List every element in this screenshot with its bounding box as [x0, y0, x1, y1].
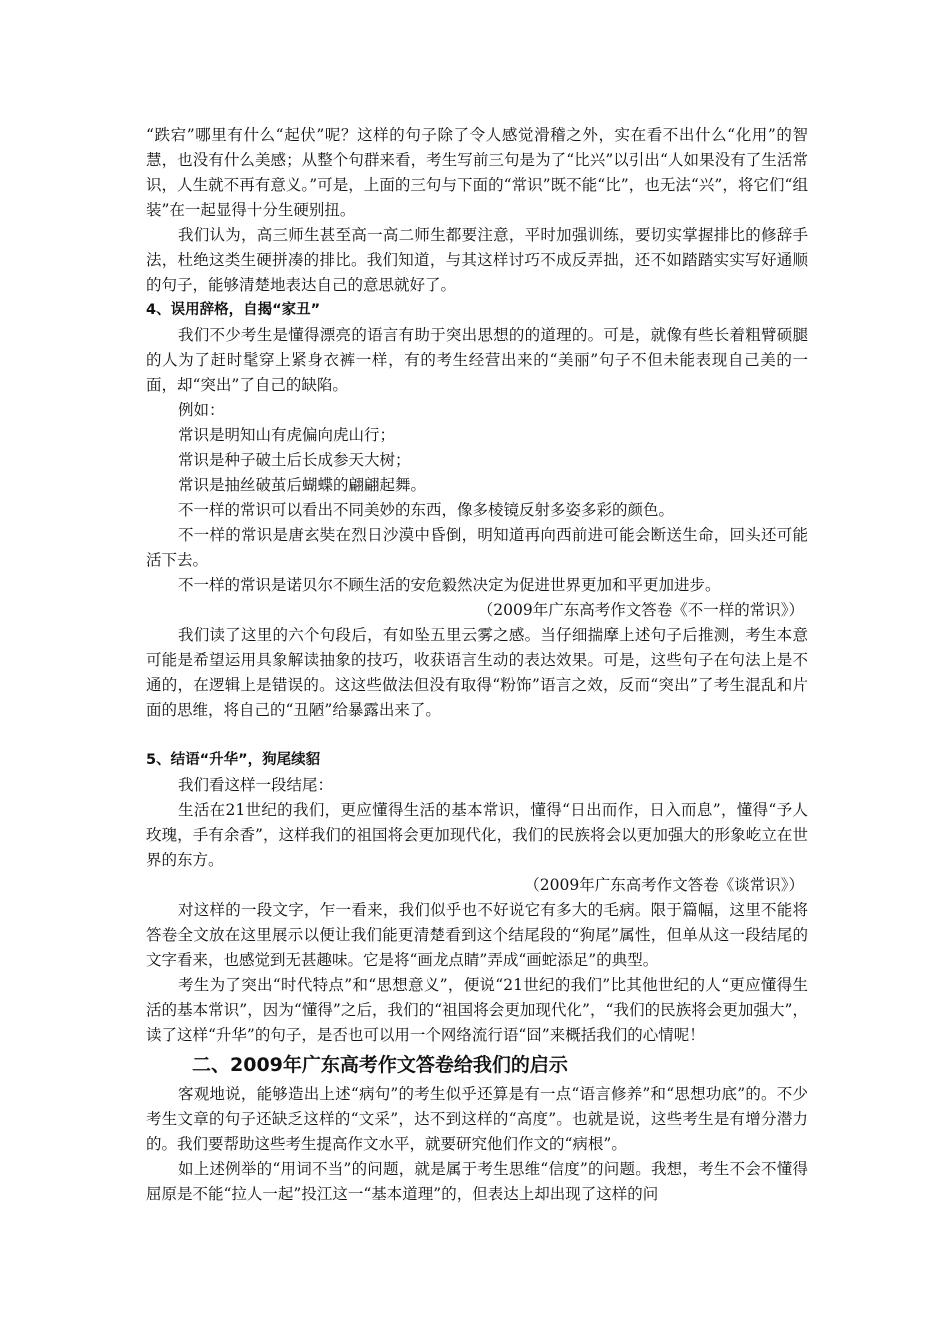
blank-line [146, 723, 808, 748]
example-line-5: 不一样的常识是唐玄奘在烈日沙漠中昏倒，明知道再向西前进可能会断送生命，回头还可能活下去。 [146, 526, 808, 569]
paragraph-10: 如上述例举的“用词不当”的问题，就是属于考生思维“信度”的问题。我想，考生不会不懂得屈原是不能“拉人一起”投江这一“基本道理”的，但表达上却出现了这样的问 [146, 1160, 808, 1203]
example-line-2: 常识是种子破土后长成参天大树； [178, 451, 411, 469]
paragraph-6: 生活在21世纪的我们，更应懂得生活的基本常识，懂得“日出而作，日入而息”，懂得“予人玫瑰，手有余香”，这样我们的祖国将会更加现代化，我们的民族将会以更加强大的形象屹立在世界的东方。 [146, 801, 808, 869]
example-line-6: 不一样的常识是诺贝尔不顾生活的安危毅然决定为促进世界更加和平更加进步。 [178, 576, 721, 594]
source-citation-2: （2009年广东高考作文答卷《谈常识》） [524, 876, 804, 894]
section-heading-4: 4、误用辞格，自揭“家丑” [146, 302, 321, 318]
document-page [146, 123, 808, 1207]
paragraph-3: 我们不少考生是懂得漂亮的语言有助于突出思想的的道理的。可是，就像有些长着粗臂硕腿的人为了赶时髦穿上紧身衣裤一样，有的考生经营出来的“美丽”句子不但未能表现自己美的一面，却“突出”了自己的缺陷。 [146, 326, 808, 394]
example-line-3: 常识是抽丝破茧后蝴蝶的翩翩起舞。 [178, 476, 427, 494]
paragraph-4: 我们读了这里的六个句段后，有如坠五里云雾之感。当仔细揣摩上述句子后推测，考生本意可能是希望运用具象解读抽象的技巧，收获语言生动的表达效果。可是，这些句子在句法上是不通的，在逻辑上是错误的。这这些做法但没有取得“粉饰”语言之效，反而“突出”了考生混乱和片面的思维，将自己的“丑陋”给暴露出来了。 [146, 626, 808, 719]
paragraph-5: 我们看这样一段结尾： [178, 776, 334, 794]
section-heading-5: 5、结语“升华”，狗尾续貂 [146, 752, 321, 768]
source-citation-1: （2009年广东高考作文答卷《不一样的常识》） [477, 601, 804, 619]
example-line-4: 不一样的常识可以看出不同美妙的东西，像多棱镜反射多姿多彩的颜色。 [178, 501, 675, 519]
chapter-heading: 二、2009年广东高考作文答卷给我们的启示 [192, 1054, 568, 1076]
paragraph-8: 考生为了突出“时代特点”和“思想意义”，便说“21世纪的我们”比其他世纪的人“更应懂得生活的基本常识”，因为“懂得”之后，我们的“祖国将会更加现代化”，“我们的民族将会更加强大”，读了这样“升华”的句子，是否也可以用一个网络流行语“囧”来概括我们的心情呢！ [146, 976, 808, 1044]
paragraph-9: 客观地说，能够造出上述“病句”的考生似乎还算是有一点“语言修养”和“思想功底”的。不少考生文章的句子还缺乏这样的“文采”，达不到这样的“高度”。也就是说，这些考生是有增分潜力的。我们要帮助这些考生提高作文水平，就要研究他们作文的“病根”。 [146, 1085, 808, 1153]
paragraph-7: 对这样的一段文字，乍一看来，我们似乎也不好说它有多大的毛病。限于篇幅，这里不能将答卷全文放在这里展示以便让我们能更清楚看到这个结尾段的“狗尾”属性，但单从这一段结尾的文字看来，也感觉到无甚趣味。它是将“画龙点睛”弄成“画蛇添足”的典型。 [146, 901, 808, 969]
paragraph-2: 我们认为，高三师生甚至高一高二师生都要注意，平时加强训练，要切实掌握排比的修辞手法，杜绝这类生硬拼凑的排比。我们知道，与其这样讨巧不成反弄拙，还不如踏踏实实写好通顺的句子，能够清楚地表达自己的意思就好了。 [146, 226, 808, 294]
example-line-1: 常识是明知山有虎偏向虎山行； [178, 426, 396, 444]
paragraph-1: “跌宕”哪里有什么“起伏”呢？这样的句子除了令人感觉滑稽之外，实在看不出什么“化用”的智慧，也没有什么美感；从整个句群来看，考生写前三句是为了“比兴”以引出“人如果没有了生活常识，人生就不再有意义。”可是，上面的三句与下面的“常识”既不能“比”，也无法“兴”，将它们“组装”在一起显得十分生硬别扭。 [146, 126, 808, 219]
example-intro: 例如： [178, 401, 225, 419]
